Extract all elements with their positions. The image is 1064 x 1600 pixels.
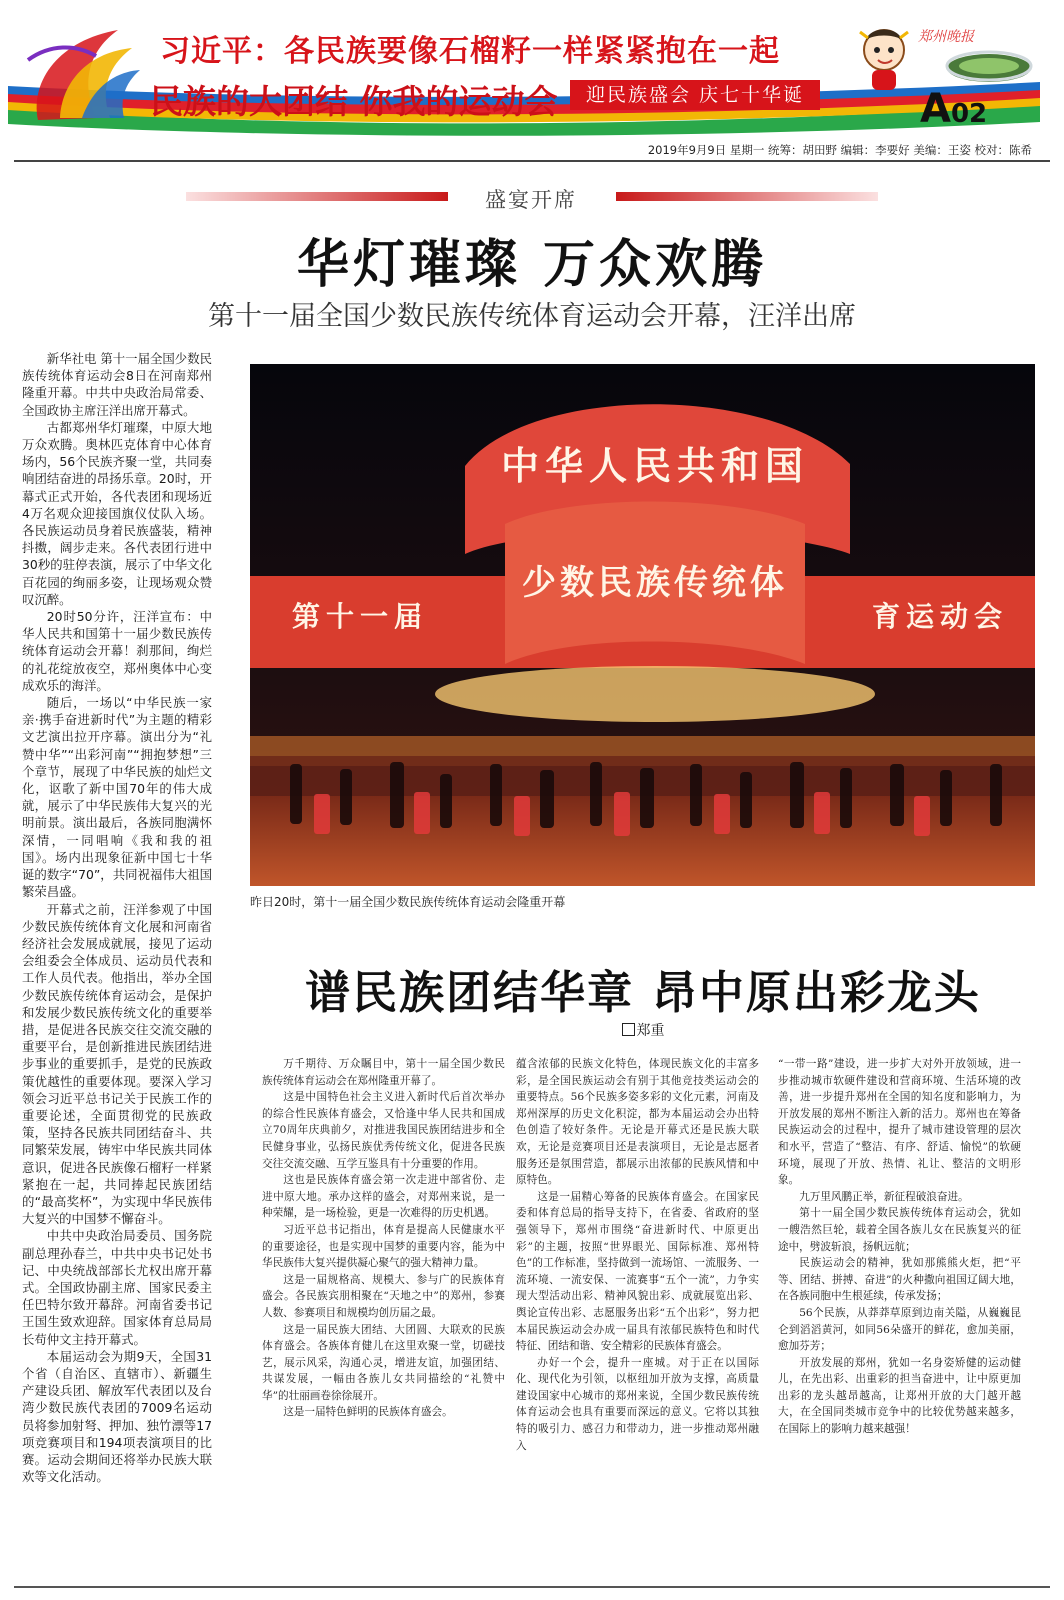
article-2-column-1 bbox=[262, 1056, 505, 1421]
bottom-divider bbox=[14, 1586, 1050, 1588]
article-2-paragraph: 这是一届特色鲜明的民族体育盛会。 bbox=[283, 1406, 453, 1419]
article-2-column-2 bbox=[516, 1056, 759, 1454]
article-1-title: 华灯璀璨 万众欢腾 bbox=[296, 234, 768, 295]
top-divider bbox=[14, 160, 1050, 162]
mascot-icon bbox=[850, 22, 920, 94]
article-2-column-3 bbox=[778, 1056, 1021, 1438]
section-kicker-bar bbox=[186, 186, 878, 212]
kicker-bar-left bbox=[186, 192, 448, 201]
article-1-paragraph: 开幕式之前，汪洋参观了中国少数民族传统体育文化展和河南省经济社会发展成就展，接见了运动会组委会全体成员、运动员代表和工作人员代表。他指出，举办全国少数民族传统体育运动会，是保护和发展少数民族传统文化的重要举措，是促进各民族交往交流交融的重要平台，是创新推进民族团结进步事业的重要抓手，是党的民族政策优越性的重要体现。要深入学习领会习近平总书记关于民族工作的重要论述，全面贯彻党的民族政策，坚持各民族共同团结奋斗、共同繁荣发展，铸牢中华民族共同体意识，促进各民族像石榴籽一样紧紧抱在一起，共同捧起民族团结的“最高奖杯”，为实现中华民族伟大复兴的中国梦不懈奋斗。 bbox=[22, 901, 212, 1227]
header-slogan: 迎民族盛会 庆七十华诞 bbox=[570, 80, 820, 110]
header-headline-1: 习近平：各民族要像石榴籽一样紧紧抱在一起 bbox=[160, 34, 780, 69]
article-2-author: 郑重 bbox=[636, 1023, 665, 1039]
article-2-title: 谱民族团结华章 昂中原出彩龙头 bbox=[305, 966, 981, 1019]
article-2-paragraph: 开放发展的郑州，犹如一名身姿矫健的运动健儿，在先出彩、出重彩的担当奋进中，让中原更加出彩的龙头越昂越高，让郑州开放的大门越开越大，在全国同类城市竞争中的比较优势越来越多，在国际上的影响力越来越强！ bbox=[778, 1356, 1021, 1436]
article-1-subtitle: 第十一届全国少数民族传统体育运动会开幕，汪洋出席 bbox=[208, 301, 856, 332]
article-2-paragraph: 第十一届全国少数民族传统体育运动会，犹如一艘浩然巨轮，载着全国各族儿女在民族复兴的征途中，劈波斩浪，扬帆远航； bbox=[778, 1207, 1021, 1253]
article-2-byline bbox=[252, 1020, 1034, 1040]
article-2-paragraph: 九万里风鹏正举，新征程破浪奋进。 bbox=[799, 1190, 969, 1203]
article-2-paragraph: 这是中国特色社会主义进入新时代后首次举办的综合性民族体育盛会，又恰逢中华人民共和国成立70周年庆典前夕，对推进我国民族团结进步和全民健身事业，弘扬民族优秀传统文化，促进各民族交往交流交融、互学互鉴具有十分重要的作用。 bbox=[262, 1091, 505, 1170]
article-2-paragraph: 民族运动会的精神，犹如那熊熊火炬，把“平等、团结、拼搏、奋进”的火种撒向祖国辽阔大地，在各族同胞中生根延续，传承发扬； bbox=[778, 1257, 1021, 1303]
page-number: A02 bbox=[920, 86, 988, 132]
article-1-paragraph: 本届运动会为期9天，全国31个省（自治区、直辖市）、新疆生产建设兵团、解放军代表团以及台湾少数民族代表团的7009名运动员将参加射弩、押加、独竹漂等17项竞赛项目和194项表演项目的比赛。运动会期间还将举办民族大联欢等文化活动。 bbox=[22, 1348, 212, 1485]
article-1-paragraph: 新华社电 第十一届全国少数民族传统体育运动会8日在河南郑州隆重开幕。中共中央政治局常委、全国政协主席汪洋出席开幕式。 bbox=[22, 351, 212, 418]
article-2-paragraph: 这是一届民族大团结、大团圆、大联欢的民族体育盛会。各族体育健儿在这里欢聚一堂，切磋技艺，展示风采，沟通心灵，增进友谊，加强团结、共谋发展，一幅由各族儿女共同描绘的“礼赞中华”的壮丽画卷徐徐展开。 bbox=[262, 1323, 505, 1402]
masthead bbox=[0, 0, 1064, 140]
brand-logo-text: 郑州晚报 bbox=[918, 29, 974, 45]
article-2-paragraph: 蕴含浓郁的民族文化特色，体现民族文化的丰富多彩，是全国民族运动会有别于其他竞技类运动会的重要特点。56个民族多姿多彩的文化元素，河南及郑州深厚的历史文化积淀，都为本届运动会办出特色创造了较好条件。无论是开幕式还是民族大联欢，无论是竞赛项目还是表演项目，无论是志愿者服务还是氛围营造，都展示出浓郁的民族风情和中原特色。 bbox=[516, 1058, 759, 1187]
article-2-paragraph: 56个民族，从莽莽草原到边南关隘，从巍巍昆仑到滔滔黄河，如同56朵盛开的鲜花，愈加美丽，愈加芬芳； bbox=[778, 1306, 1021, 1353]
article-2-paragraph: 万千期待、万众瞩目中，第十一届全国少数民族传统体育运动会在郑州隆重开幕了。 bbox=[262, 1058, 505, 1087]
header-headline-2: 民族的大团结 你我的运动会 bbox=[150, 82, 558, 121]
photo-screen-text-middle: 少数民族传统体 bbox=[522, 563, 788, 603]
article-1-paragraph: 古都郑州华灯璀璨，中原大地万众欢腾。奥林匹克体育中心体育场内，56个民族齐聚一堂，共同奏响团结奋进的昂扬乐章。20时，开幕式正式开始，各代表团和现场近4万名观众迎接国旗仪仗队入场。各民族运动员身着民族盛装，精神抖擞，阔步走来。各代表团行进中30秒的驻停表演，展示了中华文化百花园的绚丽多姿，让现场观众赞叹沉醉。 bbox=[22, 419, 212, 607]
article-1-body bbox=[22, 350, 212, 1485]
photo-banner-text-left: 第十一届 bbox=[291, 600, 429, 633]
article-2-paragraph: 办好一个会，提升一座城。对于正在以国际化、现代化为引领，以枢纽加开放为支撑，高质量建设国家中心城市的郑州来说，全国少数民族传统体育运动会也具有重要而深远的意义。它将以其独特的吸引力、感召力和带动力，进一步推动郑州融入 bbox=[516, 1356, 759, 1452]
stadium-icon bbox=[944, 46, 1034, 86]
article-1-paragraph: 中共中央政治局委员、国务院副总理孙春兰，中共中央书记处书记、中央统战部部长尤权出席开幕式。全国政协副主席、国家民委主任巴特尔致开幕辞。河南省委书记王国生致欢迎辞。国家体育总局局长苟仲文主持开幕式。 bbox=[22, 1228, 212, 1347]
section-kicker: 盛宴开席 bbox=[485, 188, 577, 212]
photo-banner-text-right: 育运动会 bbox=[871, 600, 1009, 633]
article-2-paragraph: “一带一路”建设，进一步扩大对外开放领域，进一步推动城市软硬件建设和营商环境、生活环境的改善，进一步提升郑州在全国的知名度和影响力，为开放发展的郑州不断注入新的活力。郑州也在筹备民族运动会的过程中，提升了城市建设管理的层次和水平，营造了“整洁、有序、舒适、愉悦”的软硬环境，展现了开放、热情、礼让、整洁的文明形象。 bbox=[778, 1058, 1021, 1187]
article-2-paragraph: 这是一届规格高、规模大、参与广的民族体育盛会。各民族宾朋相聚在“天地之中”的郑州，参赛人数、参赛项目和规模均创历届之最。 bbox=[262, 1273, 505, 1319]
article-2-paragraph: 这是一届精心筹备的民族体育盛会。在国家民委和体育总局的指导支持下，在省委、省政府的坚强领导下，郑州市围绕“奋进新时代、中原更出彩”的主题，按照“世界眼光、国际标准、郑州特色”的工作标准，坚持做到一流场馆、一流服务、一流环境、一流安保、一流赛事“五个一流”，力争实现大型活动出彩、精神风貌出彩、成就展览出彩、舆论宣传出彩、志愿服务出彩“五个出彩”，努力把本届民族运动会办成一届具有浓郁民族特色和时代特征、团结和谐、安全精彩的民族体育盛会。 bbox=[516, 1190, 759, 1353]
article-2-paragraph: 习近平总书记指出，体育是提高人民健康水平的重要途径，也是实现中国梦的重要内容，能为中华民族伟大复兴提供凝心聚气的强大精神力量。 bbox=[262, 1223, 505, 1270]
article-1-paragraph: 随后，一场以“中华民族一家亲·携手奋进新时代”为主题的精彩文艺演出拉开序幕。演出分为“礼赞中华”“出彩河南”“拥抱梦想”三个章节，展现了中华民族的灿烂文化，讴歌了新中国70年的伟大成就，展示了中华民族伟大复兴的光明前景。演出最后，各族同胞满怀深情，一同唱响《我和我的祖国》。场内出现象征新中国七十华诞的数字“70”，共同祝福伟大祖国繁荣昌盛。 bbox=[22, 695, 212, 900]
kicker-bar-right bbox=[616, 192, 878, 201]
article-2-paragraph: 这也是民族体育盛会第一次走进中部省份、走进中原大地。承办这样的盛会，对郑州来说，是一种荣耀，是一场检验，更是一次难得的历史机遇。 bbox=[262, 1174, 505, 1220]
byline-box-icon bbox=[622, 1023, 635, 1036]
photo-caption: 昨日20时，第十一届全国少数民族传统体育运动会隆重开幕 bbox=[250, 895, 566, 909]
edition-info-line: 2019年9月9日 星期一 统筹：胡田野 编辑：李要好 美编：王姿 校对：陈希 bbox=[647, 143, 1032, 157]
photo-screen-text-top: 中华人民共和国 bbox=[500, 444, 810, 488]
opening-ceremony-photo bbox=[250, 364, 1035, 886]
article-1-paragraph: 20时50分许，汪洋宣布：中华人民共和国第十一届少数民族传统体育运动会开幕！刹那间，绚烂的礼花绽放夜空，郑州奥体中心变成欢乐的海洋。 bbox=[22, 609, 212, 693]
